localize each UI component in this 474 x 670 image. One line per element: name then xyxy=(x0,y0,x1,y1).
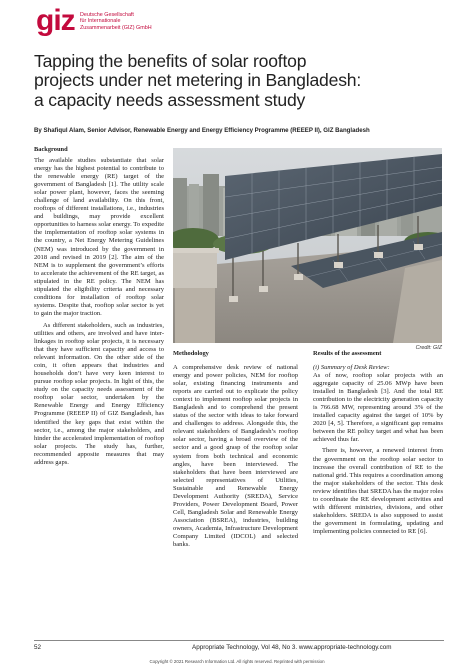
byline: By Shafiqul Alam, Senior Advisor, Renewable Energy and Energy Efficiency Programme (REEEP II), GIZ Bangladesh xyxy=(34,127,370,134)
results-paragraph: There is, however, a renewed interest from the government on the rooftop solar sector to increase the overall contribution of RE to the national grid. This requires a coordination among the major stakeholders of the sector. This desk review identifies that SREDA has the major roles to coordinate the RE development activities and with different ministries, divisions, and other stakeholders. SREDA is also supposed to assist the government in formulating, updating and implementing policies connected to RE [6]. xyxy=(313,447,443,535)
methodology-paragraph: A comprehensive desk review of national energy and power policies, NEM for rooftop solar, existing financing instruments and reports are carried out to explicate the policy context to implement rooftop solar projects in Bangladesh and to comprehend the present status of the sector with ideas to take forward and challenges to address. Alongside this, the relevant stakeholders of Bangladesh’s rooftop solar sector, having a broad overview of the sector and a good grasp of the rooftop solar system from both technical and economic angles, have been interviewed. The stakeholders that have been interviewed are selected representatives of Utilities, Sustainable and Renewable Energy Development Authority (SREDA), Service Providers, Power Development Board, Power Cell, Bangladesh Solar and Renewable Energy Association (BSREA), industries, building owners, Academia, Infrastructure Development Company Limited (IDCOL) and selected banks. xyxy=(173,364,298,549)
background-heading: Background xyxy=(34,146,68,153)
journal-website[interactable]: www.appropriate-technology.com xyxy=(298,644,392,651)
results-paragraph: As of now, rooftop solar projects with an aggregate capacity of 25.06 MWp have been installed in Bangladesh [3]. And the total RE contribution to the electricity generation capacity is 766.68 MW, representing around 3% of the installed capacity against the target of 10% by 2020 [4, 5]. Therefore, a significant gap remains between the RE policy target and what has been achieved thus far. xyxy=(313,372,443,444)
journal-info xyxy=(192,644,392,651)
footer-rule xyxy=(34,640,444,641)
background-paragraph: As different stakeholders, such as industries, utilities and others, are involved and have inter-linkages in rooftop solar projects, it is necessary that they have sufficient capacity and access to relevant information. On the other side of the coin, it often appears that industries and households don’t have very keen interest to pursue rooftop solar projects. In light of this, the study on the capacity needs assessment of the rooftop solar sector, undertaken by the Renewable Energy and Energy Efficiency Programme (REEEP II) of GIZ Bangladesh, has identified the key gaps that exist within the sector, i.e., among the major stakeholders, and hinder the accelerated implementation of rooftop solar projects. The study has, further, recommended apposite measures that may address gaps. xyxy=(34,321,164,466)
title-line: projects under net metering in Bangladesh: xyxy=(34,70,362,91)
copyright-notice: Copyright © 2021 Research Information Ltd. All rights reserved. Reprinted with permission xyxy=(149,659,325,664)
logo-mark: giz xyxy=(36,4,75,37)
journal-name: Appropriate Technology, Vol 48, No 3. xyxy=(192,644,298,651)
left-column xyxy=(34,146,164,467)
background-paragraph: The available studies substantiate that solar energy has the highest potential to contribute to the renewable energy (RE) target of the government of Bangladesh [1]. The utility scale solar power plant, however, faces the seeming challenge of land availability. On this front, rooftops of different installations, i.e., industries and buildings, may provide excellent opportunities to harness solar energy. To expedite the implementation of rooftop solar systems in the country, a Net Energy Metering Guidelines (NEM) was introduced by the government in 2018 and revised in 2019 [2]. The aim of the NEM is to supplement the government’s efforts to accelerate the achievement of the RE target, as stipulated in the RE policy. The NEM has stipulated the eligibility criteria and necessary conditions for installation of rooftop solar systems. Despite that, rooftop solar sector is yet to gain the major traction. xyxy=(34,157,164,317)
solar-rooftop-photo xyxy=(173,148,442,343)
title-line: Tapping the benefits of solar rooftop xyxy=(34,51,307,71)
organization-name xyxy=(80,12,200,31)
results-heading: Results of the assessment xyxy=(313,350,382,357)
photo-credit: Credit: GIZ xyxy=(415,345,442,351)
org-line: Zusammenarbeit (GIZ) GmbH xyxy=(80,24,152,31)
results-subheading: (i) Summary of Desk Review: xyxy=(313,364,390,371)
title-line: a capacity needs assessment study xyxy=(34,89,306,110)
org-line: für Internationale xyxy=(80,18,121,25)
org-line: Deutsche Gesellschaft xyxy=(80,12,134,18)
middle-column xyxy=(173,350,298,549)
right-column xyxy=(313,350,443,536)
article-title xyxy=(34,52,454,110)
page-number: 52 xyxy=(34,644,42,651)
methodology-heading: Methodology xyxy=(173,350,209,357)
